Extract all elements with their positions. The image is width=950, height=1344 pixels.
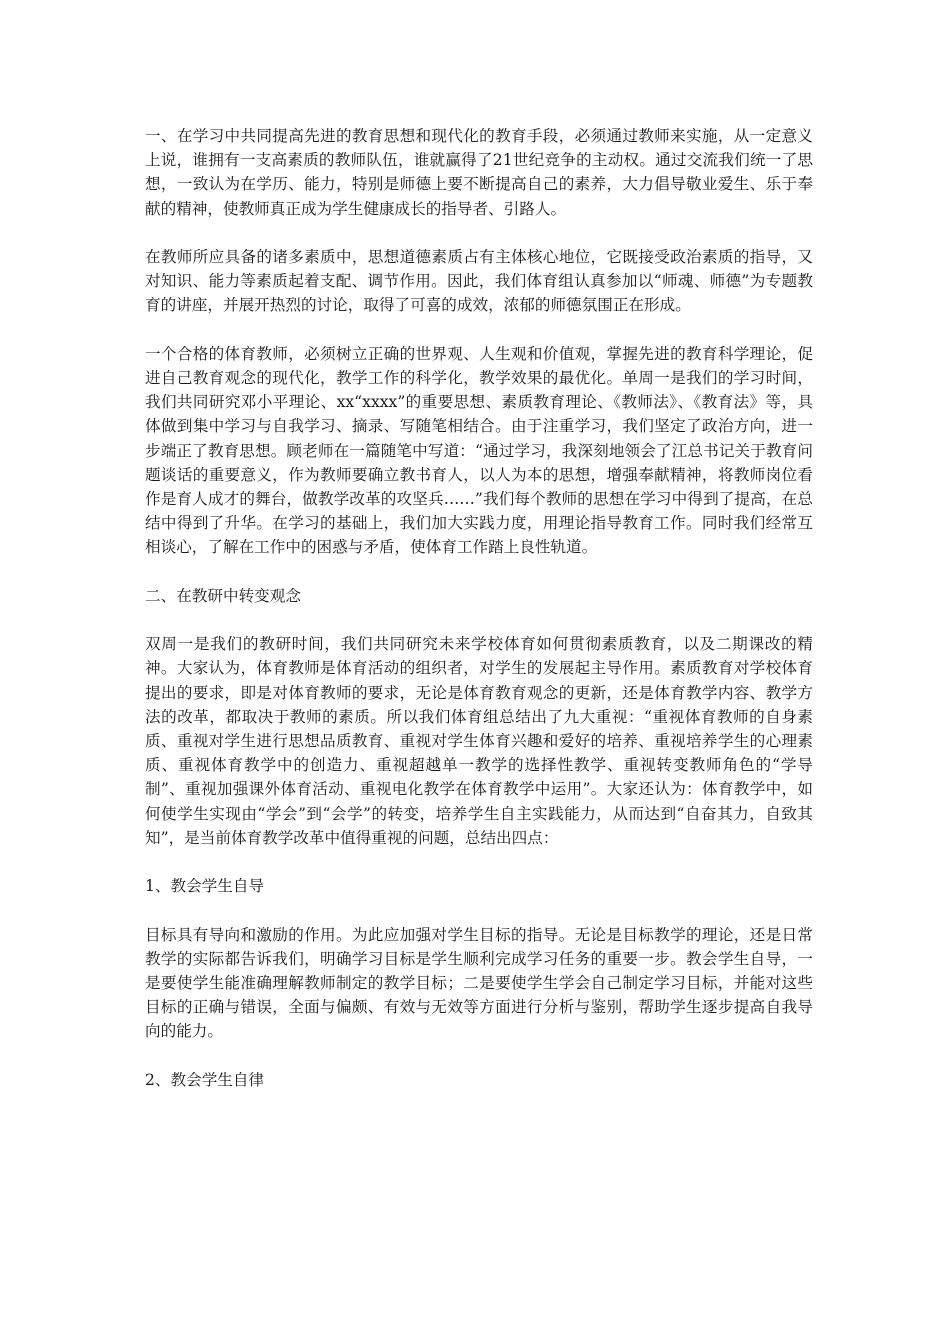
document-body <box>145 124 813 1116</box>
subheading-1: 1、教会学生自导 <box>145 877 265 896</box>
subheading-2: 2、教会学生自律 <box>145 1070 265 1089</box>
paragraph-4: 双周一是我们的教研时间，我们共同研究未来学校体育如何贯彻素质教育，以及二期课改的精神。大家认为，体育教师是体育活动的组织者，对学生的发展起主导作用。素质教育对学校体育提出的要求，即是对体育教师的要求，无论是体育教育观念的更新，还是体育教学内容、教学方法的改革，都取决于教师的素质。所以我们体育组总结出了九大重视：“重视体育教师的自身素质、重视对学生进行思想品质教育、重视对学生体育兴趣和爱好的培养、重视培养学生的心理素质、重视体育教学中的创造力、重视超越单一教学的选择性教学、重视转变教师角色的“学导制”、重视加强课外体育活动、重视电化教学在体育教学中运用”。大家还认为：体育教学中，如何使学生实现由“学会”到“会学”的转变，培养学生自主实践能力，从而达到“自奋其力，自致其知”，是当前体育教学改革中值得重视的问题，总结出四点： <box>145 635 813 847</box>
paragraph-3: 一个合格的体育教师，必须树立正确的世界观、人生观和价值观，掌握先进的教育科学理论，促进自己教育观念的现代化，教学工作的科学化，教学效果的最优化。单周一是我们的学习时间，我们共同研究邓小平理论、xx“xxxx”的重要思想、素质教育理论、《教师法》、《教育法》等，具体做到集中学习与自我学习、摘录、写随笔相结合。由于注重学习，我们坚定了政治方向，进一步端正了教育思想。顾老师在一篇随笔中写道：“通过学习，我深刻地领会了江总书记关于教育问题谈话的重要意义，作为教师要确立教书育人，以人为本的思想，增强奉献精神，将教师岗位看作是育人成才的舞台，做教学改革的攻坚兵……”我们每个教师的思想在学习中得到了提高，在总结中得到了升华。在学习的基础上，我们加大实践力度，用理论指导教育工作。同时我们经常互相谈心，了解在工作中的困惑与矛盾，使体育工作踏上良性轨道。 <box>145 344 813 557</box>
section-heading-2: 二、在教研中转变观念 <box>145 586 301 605</box>
paragraph-5: 目标具有导向和激励的作用。为此应加强对学生目标的指导。无论是目标教学的理论，还是日常教学的实际都告诉我们，明确学习目标是学生顺利完成学习任务的重要一步。教会学生自导，一是要使学生能准确理解教师制定的教学目标；二是要使学生学会自己制定学习目标，并能对这些目标的正确与错误，全面与偏颇、有效与无效等方面进行分析与鉴别，帮助学生逐步提高自我导向的能力。 <box>145 925 813 1041</box>
paragraph-2: 在教师所应具备的诸多素质中，思想道德素质占有主体核心地位，它既接受政治素质的指导，又对知识、能力等素质起着支配、调节作用。因此，我们体育组认真参加以“师魂、师德”为专题教育的讲座，并展开热烈的讨论，取得了可喜的成效，浓郁的师德氛围正在形成。 <box>145 248 813 315</box>
paragraph-1: 一、在学习中共同提高先进的教育思想和现代化的教育手段，必须通过教师来实施，从一定意义上说，谁拥有一支高素质的教师队伍，谁就赢得了21世纪竞争的主动权。通过交流我们统一了思想，一致认为在学历、能力，特别是师德上要不断提高自己的素养，大力倡导敬业爱生、乐于奉献的精神，使教师真正成为学生健康成长的指导者、引路人。 <box>145 127 813 218</box>
